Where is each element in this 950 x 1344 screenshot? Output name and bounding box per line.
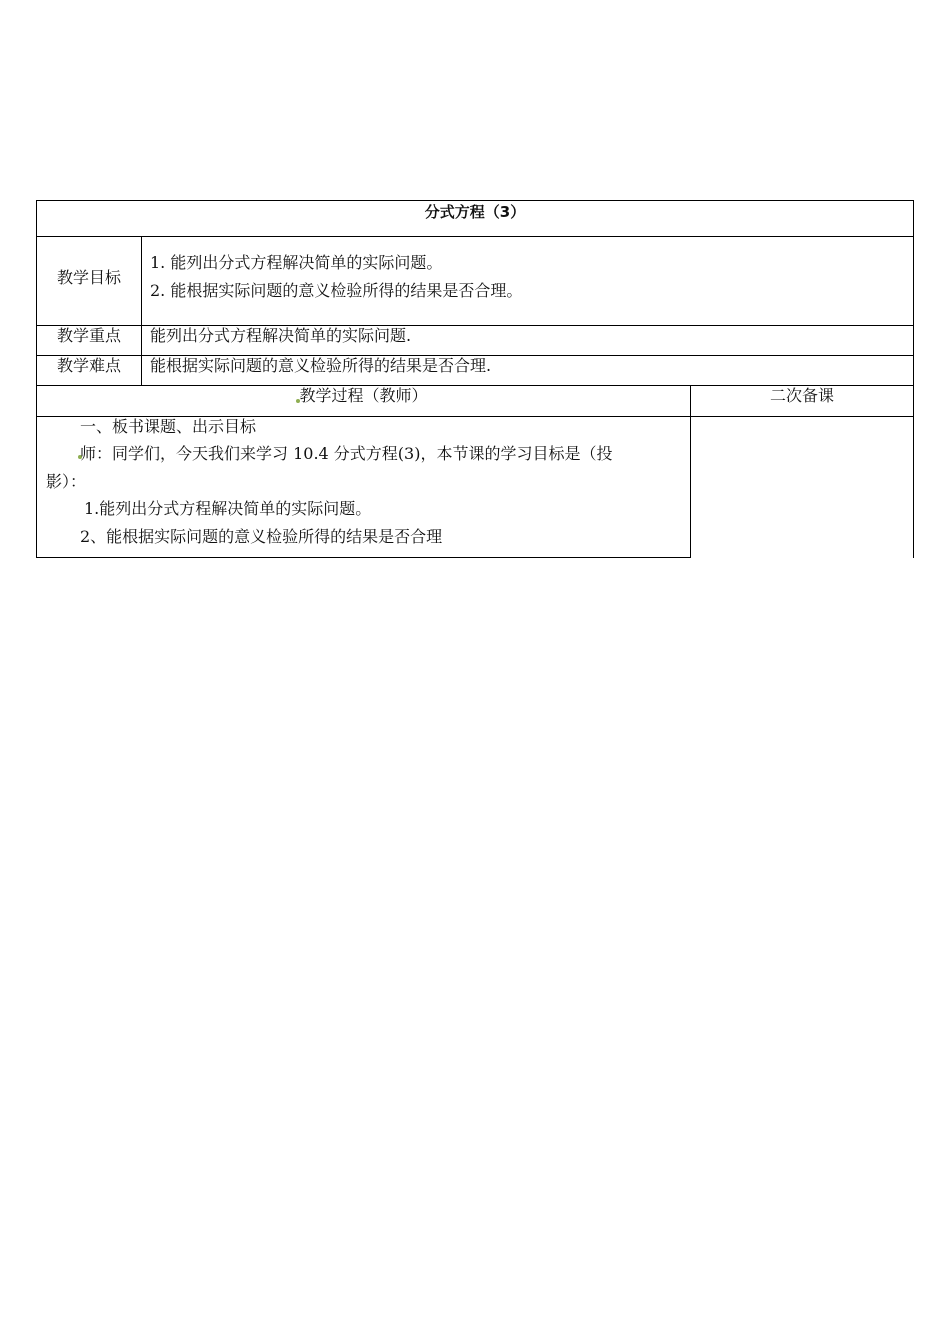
border-process-divider [690, 385, 691, 558]
border-title-bottom [36, 236, 914, 237]
process-header: 教学过程（教师） [299, 386, 428, 405]
border-right [913, 200, 914, 558]
key-point-text: 能列出分式方程解决简单的实际问题. [150, 326, 412, 345]
objective-item-2: 2. 能根据实际问题的意义检验所得的结果是否合理。 [150, 281, 523, 300]
difficult-point-label: 教学难点 [56, 356, 121, 375]
objectives-label: 教学目标 [56, 268, 121, 287]
difficult-point-text: 能根据实际问题的意义检验所得的结果是否合理. [150, 356, 492, 375]
border-left [36, 200, 37, 558]
page-title: 分式方程（3） [424, 203, 526, 221]
border-process-bottom [36, 557, 691, 558]
process-teacher-line-1: 师：同学们，今天我们来学习 10.4 分式方程(3)，本节课的学习目标是（投 [80, 444, 613, 463]
border-top [36, 200, 914, 201]
key-point-label: 教学重点 [56, 326, 121, 345]
process-goal-1: 1.能列出分式方程解决简单的实际问题。 [84, 499, 372, 518]
objective-item-1: 1. 能列出分式方程解决简单的实际问题。 [150, 253, 443, 272]
process-teacher-line-2: 影）： [46, 472, 87, 491]
process-section-title: 一、板书课题、出示目标 [80, 417, 257, 436]
process-goal-2: 2、能根据实际问题的意义检验所得的结果是否合理 [80, 527, 443, 546]
second-prep-header: 二次备课 [769, 386, 834, 405]
